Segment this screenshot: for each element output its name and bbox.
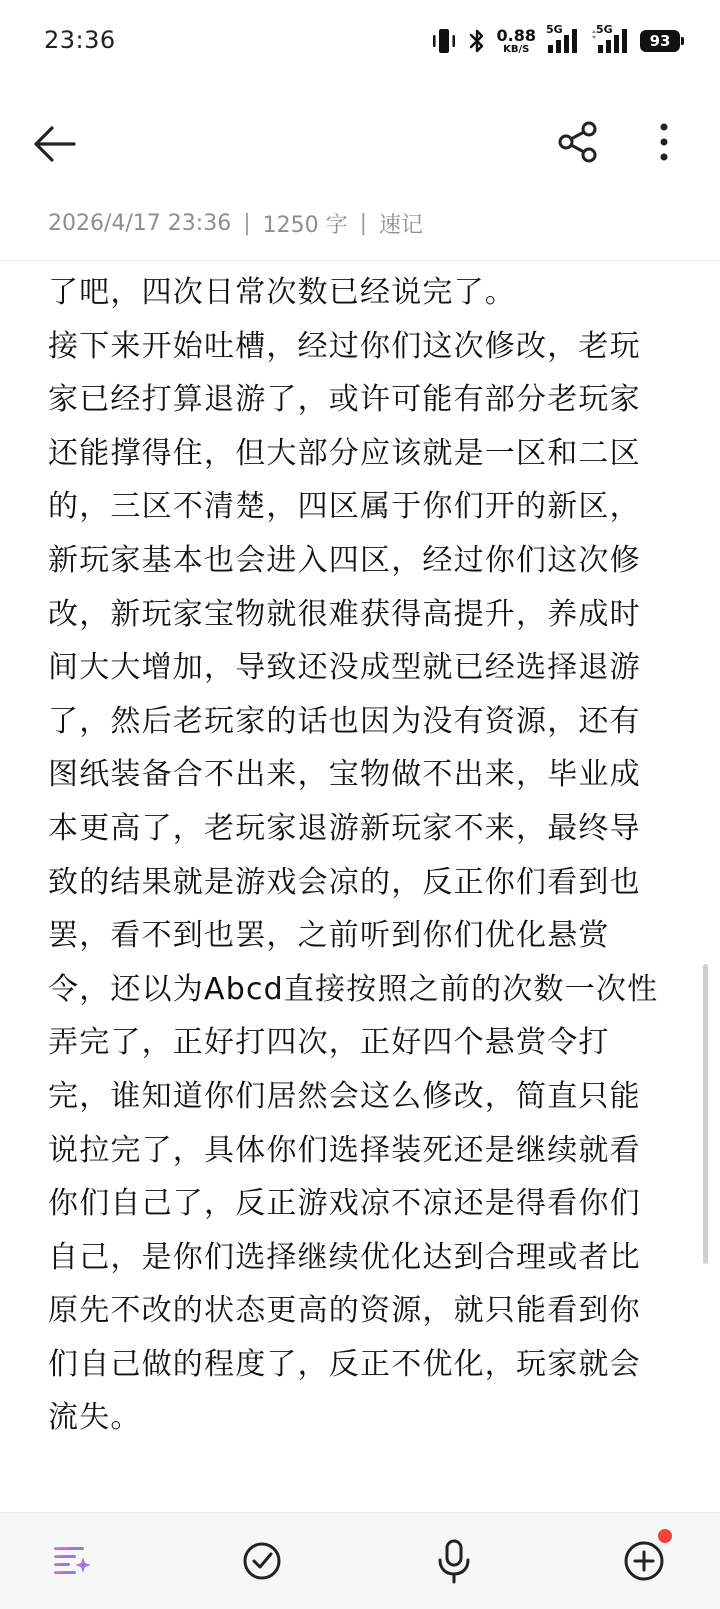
meta-separator: |	[243, 211, 251, 236]
note-line: 致的结果就是游戏会凉的，反正你们看到也	[48, 864, 641, 900]
note-line: 说拉完了，具体你们选择装死还是继续就看	[48, 1132, 641, 1168]
checklist-icon	[241, 1540, 283, 1582]
note-datetime: 2026/4/17 23:36	[48, 211, 232, 236]
vibrate-icon	[431, 27, 457, 55]
note-line: 弄完了，正好打四次，正好四个悬赏令打	[48, 1025, 610, 1061]
note-line: 间大大增加，导致还没成型就已经选择退游	[48, 650, 641, 686]
share-button[interactable]	[552, 116, 604, 168]
note-line: 们自己做的程度了，反正不优化，玩家就会	[48, 1346, 641, 1382]
battery-icon	[640, 30, 680, 52]
note-line: 了，然后老玩家的话也因为没有资源，还有	[48, 703, 641, 739]
signal-icon-2	[590, 23, 630, 55]
net-speed	[496, 25, 536, 55]
note-meta	[48, 208, 423, 239]
signal-label-2: 5G	[596, 23, 613, 36]
net-speed-unit: KB/S	[503, 43, 530, 55]
add-icon	[622, 1539, 666, 1583]
bluetooth-icon	[467, 27, 487, 55]
note-line: 接下来开始吐槽，经过你们这次修改，老玩	[48, 328, 641, 364]
note-line: 本更高了，老玩家退游新玩家不来，最终导	[48, 810, 641, 846]
note-line: 罢，看不到也罢，之前听到你们优化悬赏	[48, 918, 610, 954]
note-line: 了吧，四次日常次数已经说完了。	[48, 275, 516, 310]
note-line: 的，三区不清楚，四区属于你们开的新区，	[48, 489, 641, 525]
back-arrow-icon	[30, 124, 78, 164]
toolbar	[0, 100, 720, 184]
note-line: 你们自己了，反正游戏凉不凉还是得看你们	[48, 1186, 641, 1222]
notification-dot	[658, 1529, 672, 1543]
note-body[interactable]	[48, 266, 698, 1445]
ai-format-button[interactable]	[46, 1535, 98, 1587]
note-line: 原先不改的状态更高的资源，就只能看到你	[48, 1293, 641, 1329]
more-button[interactable]	[638, 116, 690, 168]
note-line: 家已经打算退游了，或许可能有部分老玩家	[48, 382, 641, 418]
note-line: 图纸装备合不出来，宝物做不出来，毕业成	[48, 757, 641, 793]
status-icons	[431, 24, 680, 58]
net-speed-value: 0.88	[496, 25, 536, 45]
note-line: 自己，是你们选择继续优化达到合理或者比	[48, 1239, 641, 1275]
microphone-icon	[436, 1538, 472, 1584]
note-word-count: 1250 字	[262, 213, 348, 238]
note-line: 令，还以为Abcd直接按照之前的次数一次性	[48, 971, 659, 1007]
back-button[interactable]	[28, 118, 80, 170]
note-line: 新玩家基本也会进入四区，经过你们这次修	[48, 542, 641, 578]
status-bar	[0, 0, 720, 84]
battery-level: 93	[649, 32, 671, 50]
voice-input-button[interactable]	[428, 1535, 480, 1587]
note-line: 完，谁知道你们居然会这么修改，简直只能	[48, 1078, 641, 1114]
signal-icon	[546, 23, 580, 55]
status-time: 23:36	[44, 26, 116, 54]
bottom-bar	[0, 1512, 720, 1609]
meta-separator: |	[359, 211, 368, 236]
add-button[interactable]	[618, 1535, 670, 1587]
scrollbar[interactable]	[703, 964, 708, 1264]
ai-format-icon	[52, 1543, 92, 1579]
note-category[interactable]: 速记	[379, 213, 424, 238]
note-line: 流失。	[48, 1400, 142, 1436]
divider	[0, 260, 720, 261]
note-line: 还能撑得住，但大部分应该就是一区和二区	[48, 435, 641, 471]
share-icon	[556, 120, 600, 164]
note-line: 改，新玩家宝物就很难获得高提升，养成时	[48, 596, 641, 632]
checklist-button[interactable]	[236, 1535, 288, 1587]
signal-label: 5G	[546, 23, 563, 36]
more-vertical-icon	[658, 122, 670, 162]
